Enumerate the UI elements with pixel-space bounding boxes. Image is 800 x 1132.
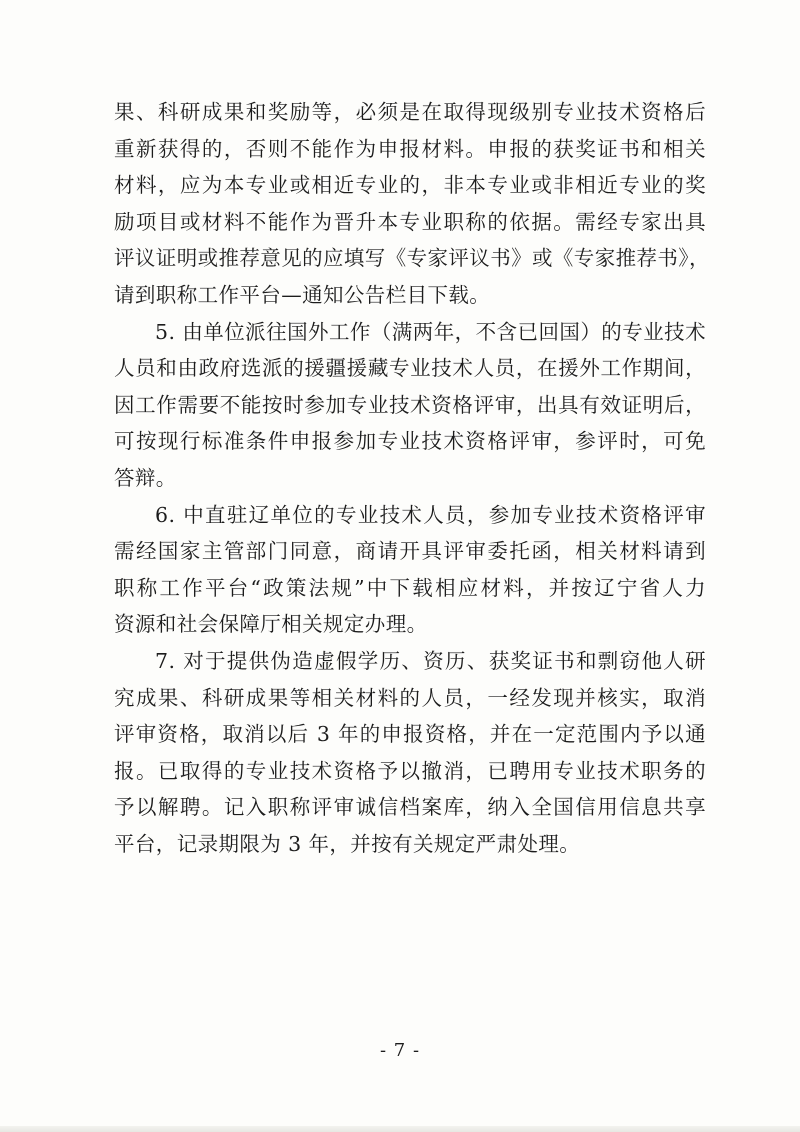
text-line: 可按现行标准条件申报参加专业技术资格评审，参评时，可免 [114,429,706,454]
scan-edge [0,1126,800,1132]
text-line: 予以解聘。记入职称评审诚信档案库，纳入全国信用信息共享 [114,795,706,820]
body-text [114,94,710,862]
text-line: 评议证明或推荐意见的应填写《专家评议书》或《专家推荐书》， [114,246,710,271]
text-line: 5. 由单位派往国外工作（满两年，不含已回国）的专业技术 [155,319,706,344]
text-line: 资源和社会保障厅相关规定办理。 [114,612,428,637]
text-line: 需经国家主管部门同意，商请开具评审委托函，相关材料请到 [114,539,706,564]
text-line: 7. 对于提供伪造虚假学历、资历、获奖证书和剽窃他人研 [155,648,706,673]
text-line: 果、科研成果和奖励等，必须是在取得现级别专业技术资格后 [114,100,706,124]
text-line: 答辩。 [114,465,177,490]
text-line: 重新获得的，否则不能作为申报材料。申报的获奖证书和相关 [114,136,706,161]
text-line: 人员和由政府选派的援疆援藏专业技术人员，在援外工作期间， [114,356,706,381]
text-line: 报。已取得的专业技术资格予以撤消，已聘用专业技术职务的 [114,758,706,783]
text-line: 职称工作平台“政策法规”中下载相应材料，并按辽宁省人力 [114,575,706,600]
text-line: 励项目或材料不能作为晋升本专业职称的依据。需经专家出具 [114,209,706,234]
text-line: 因工作需要不能按时参加专业技术资格评审，出具有效证明后， [114,392,706,417]
text-line: 请到职称工作平台—通知公告栏目下载。 [114,282,491,307]
text-line: 6. 中直驻辽单位的专业技术人员，参加专业技术资格评审 [155,502,706,527]
text-line: 平台，记录期限为 3 年，并按有关规定严肃处理。 [114,831,581,856]
text-line: 材料，应为本专业或相近专业的，非本专业或非相近专业的奖 [114,173,706,198]
page-number: - 7 - [379,1040,421,1061]
text-line: 评审资格，取消以后 3 年的申报资格，并在一定范围内予以通 [114,722,706,747]
text-line: 究成果、科研成果等相关材料的人员，一经发现并核实，取消 [114,685,706,710]
